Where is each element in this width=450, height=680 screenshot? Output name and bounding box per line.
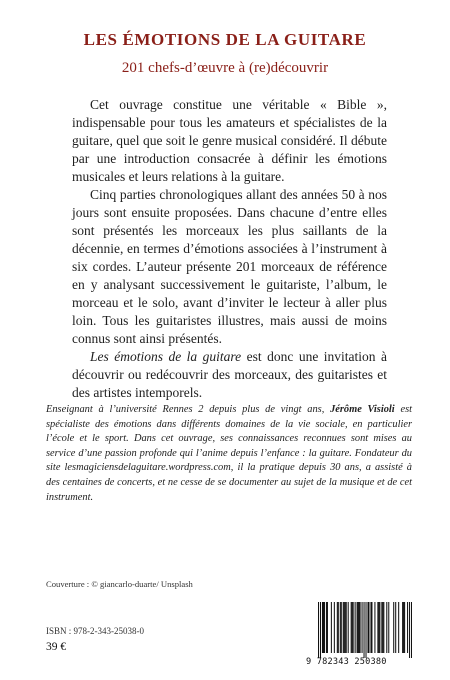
isbn-number: ISBN : 978-2-343-25038-0 — [46, 626, 144, 636]
author-name: Jérôme Visioli — [330, 404, 395, 415]
bio-body: est spécialiste des émotions dans différents domaines de la vie sociale, en particulier l’école et le sport. Dans cet ouvrage, ses connaissances reconnues sont mises au service d’une passion profonde qui l’anime depuis l’enfance : la guitare. Fondateur du site lesmagiciensdelaguitare.wordpress.com, il la pratique depuis 30 ans, a assisté à des centaines de concerts, et ne cesse de se documenter au sujet de la musique et de cet instrument. — [46, 404, 412, 503]
author-bio — [46, 403, 412, 505]
cover-credit: Couverture : © giancarlo-duarte/ Unsplash — [46, 579, 193, 589]
barcode-icon — [318, 602, 412, 658]
book-subtitle: 201 chefs-d’œuvre à (re)découvrir — [121, 60, 329, 76]
book-title-inline: Les émotions de la guitare — [90, 349, 242, 364]
description-paragraph-2: Cinq parties chronologiques allant des années 50 à nos jours sont ensuite proposées. Dans chacune d’entre elles sont présentés les morceaux les plus saillants de la décennie, en termes d’émotions associées à l’instrument à six cordes. L’auteur présente 201 morceaux de référence en y analysant successivement le guitariste, l’album, le morceau et le solo, avant d’inviter le lecteur à aller plus loin. Tous les guitaristes illustres, mais aussi de moins connus sont ainsi présentés. — [72, 187, 387, 346]
back-cover-description — [72, 96, 387, 402]
description-paragraph-3-text: est donc une invitation à découvrir ou redécouvrir des morceaux, des guitaristes et des artistes intemporels. — [72, 349, 388, 400]
book-title: LES ÉMOTIONS DE LA GUITARE — [83, 30, 367, 49]
barcode-digits: 9 782343 250380 — [306, 657, 387, 667]
description-paragraph-3 — [72, 348, 387, 402]
book-price: 39 € — [46, 641, 67, 653]
bio-intro: Enseignant à l’université Rennes 2 depuis plus de vingt ans, — [46, 404, 331, 415]
description-paragraph-1: Cet ouvrage constitue une véritable « Bible », indispensable pour tous les amateurs et spécialistes de la guitare, quel que soit le genre musical considéré. Il débute par une introduction consacrée à définir les émotions musicales et leurs relations à la guitare. — [72, 97, 387, 184]
